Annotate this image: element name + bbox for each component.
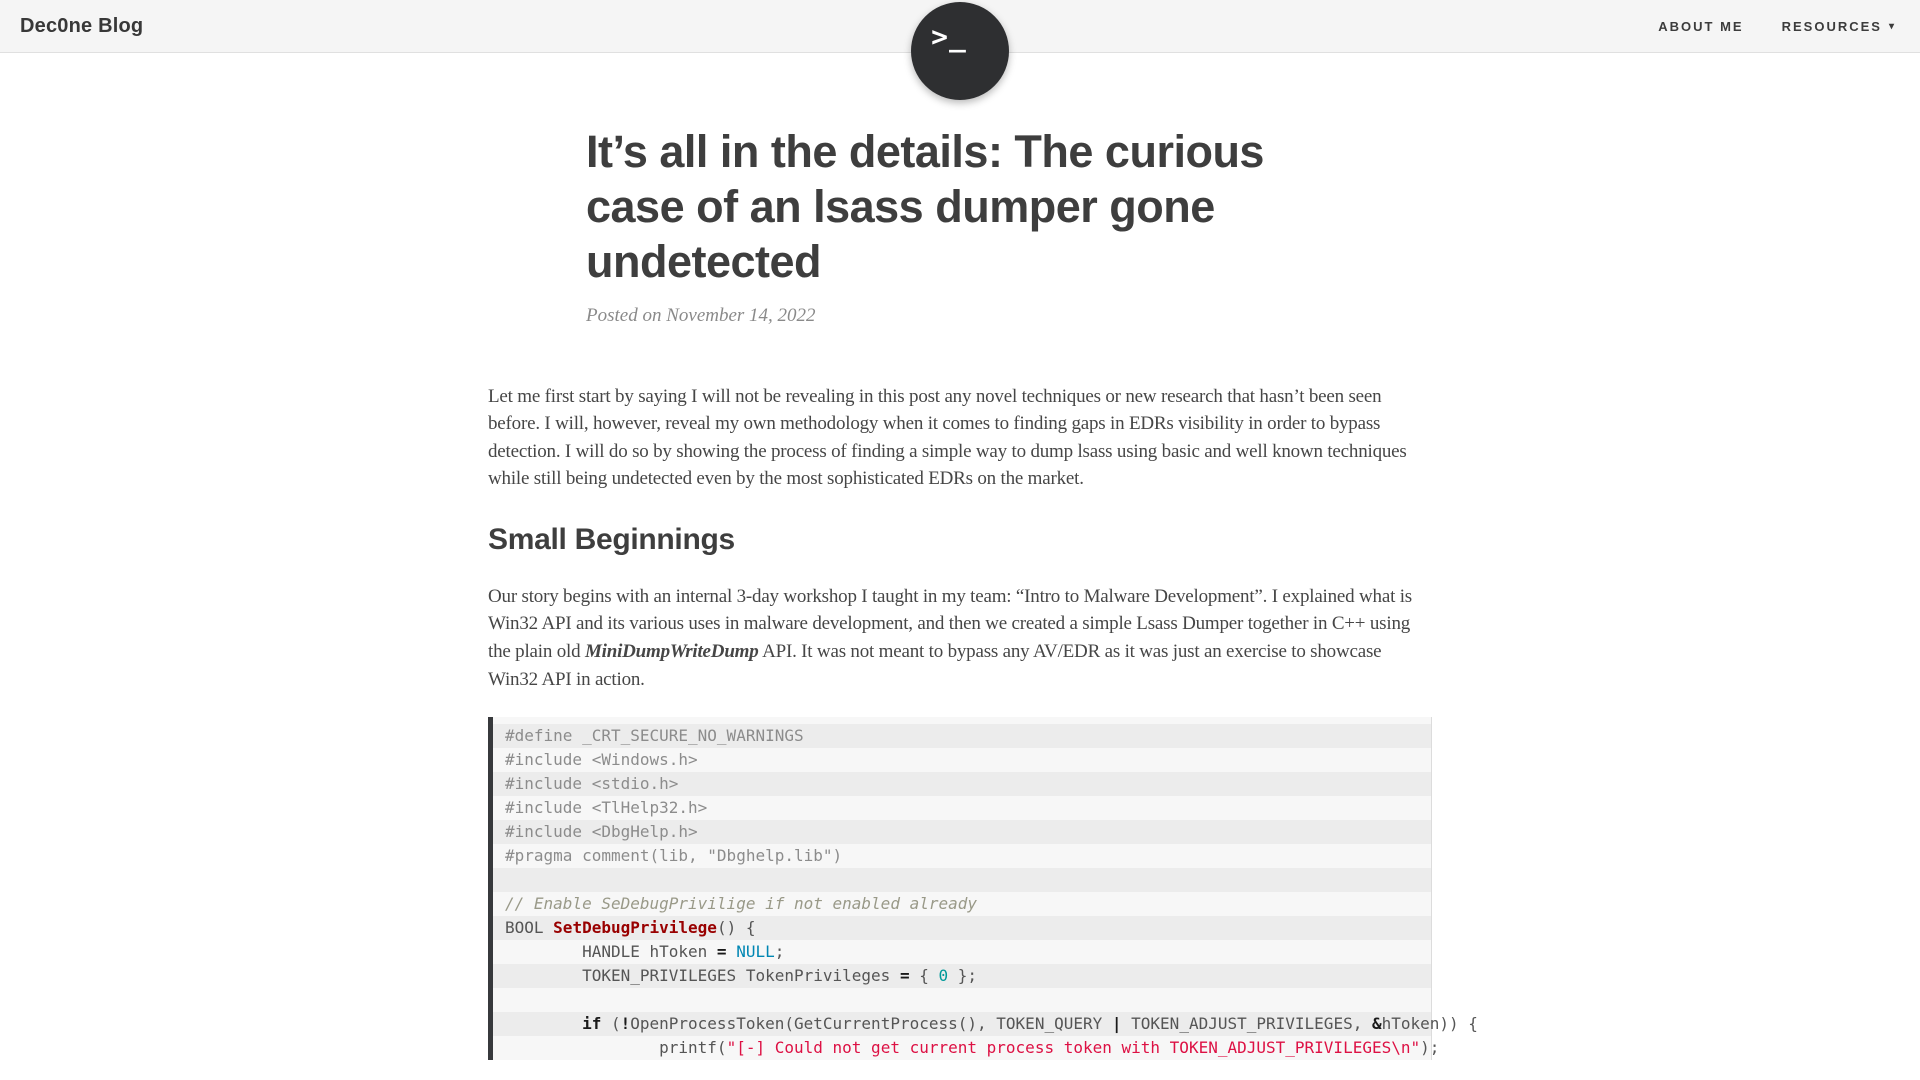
code-line: #include <stdio.h> <box>493 772 1431 796</box>
site-title-link[interactable]: Dec0ne Blog <box>20 14 144 37</box>
code-line: // Enable SeDebugPrivilige if not enabled already <box>493 892 1431 916</box>
code-line: BOOL SetDebugPrivilege() { <box>493 916 1431 940</box>
nav-resources-label: RESOURCES <box>1781 18 1882 34</box>
code-line: #include <DbgHelp.h> <box>493 820 1431 844</box>
code-line <box>493 988 1431 1012</box>
terminal-prompt-icon: >_ <box>931 19 967 53</box>
code-line: #pragma comment(lib, "Dbghelp.lib") <box>493 844 1431 868</box>
code-lines <box>493 724 1478 1060</box>
main-nav <box>1620 19 1896 34</box>
post-header <box>586 125 1334 327</box>
section-heading: Small Beginnings <box>488 522 735 556</box>
code-line: TOKEN_PRIVILEGES TokenPrivileges = { 0 }; <box>493 964 1431 988</box>
post-page <box>0 125 1920 1060</box>
nav-about-me[interactable]: ABOUT ME <box>1658 18 1744 34</box>
site-logo[interactable] <box>911 2 1009 100</box>
code-line: HANDLE hToken = NULL; <box>493 940 1431 964</box>
workshop-paragraph <box>488 583 1432 693</box>
workshop-paragraph-text: API. It was not meant to bypass any AV/EDR as it was just an exercise to showcase Win32 API in action. <box>488 640 1382 690</box>
workshop-paragraph-text: Our story begins with an internal 3-day workshop I taught in my team: “Intro to Malware Development”. I explained what is Win32 API and its various uses in malware development, and then we created a simple Lsass Dumper together in C++ using the plain old <box>488 585 1412 662</box>
chevron-down-icon: ▾ <box>1888 20 1896 32</box>
post-title: It’s all in the details: The curious case of an lsass dumper gone undetected <box>586 126 1264 287</box>
code-line: #include <Windows.h> <box>493 748 1431 772</box>
api-name-emphasis: MiniDumpWriteDump <box>584 640 759 662</box>
code-line: #define _CRT_SECURE_NO_WARNINGS <box>493 724 1431 748</box>
code-line: if (!OpenProcessToken(GetCurrentProcess(), TOKEN_QUERY | TOKEN_ADJUST_PRIVILEGES, &hToken)) { <box>493 1012 1431 1036</box>
post-content <box>488 383 1478 1060</box>
code-line <box>493 868 1431 892</box>
post-date: Posted on November 14, 2022 <box>586 304 816 326</box>
site-header <box>0 0 1920 53</box>
intro-paragraph: Let me first start by saying I will not be revealing in this post any novel techniques or new research that hasn’t been seen before. I will, however, reveal my own methodology when it comes to finding gaps in EDRs visibility in order to bypass detection. I will do so by showing the process of finding a simple way to dump lsass using basic and well known techniques while still being undetected even by the most sophisticated EDRs on the market. <box>488 385 1407 490</box>
code-line: printf("[-] Could not get current process token with TOKEN_ADJUST_PRIVILEGES\n"); <box>493 1036 1431 1060</box>
nav-resources[interactable] <box>1782 19 1896 34</box>
code-block <box>488 717 1478 1060</box>
code-line: #include <TlHelp32.h> <box>493 796 1431 820</box>
